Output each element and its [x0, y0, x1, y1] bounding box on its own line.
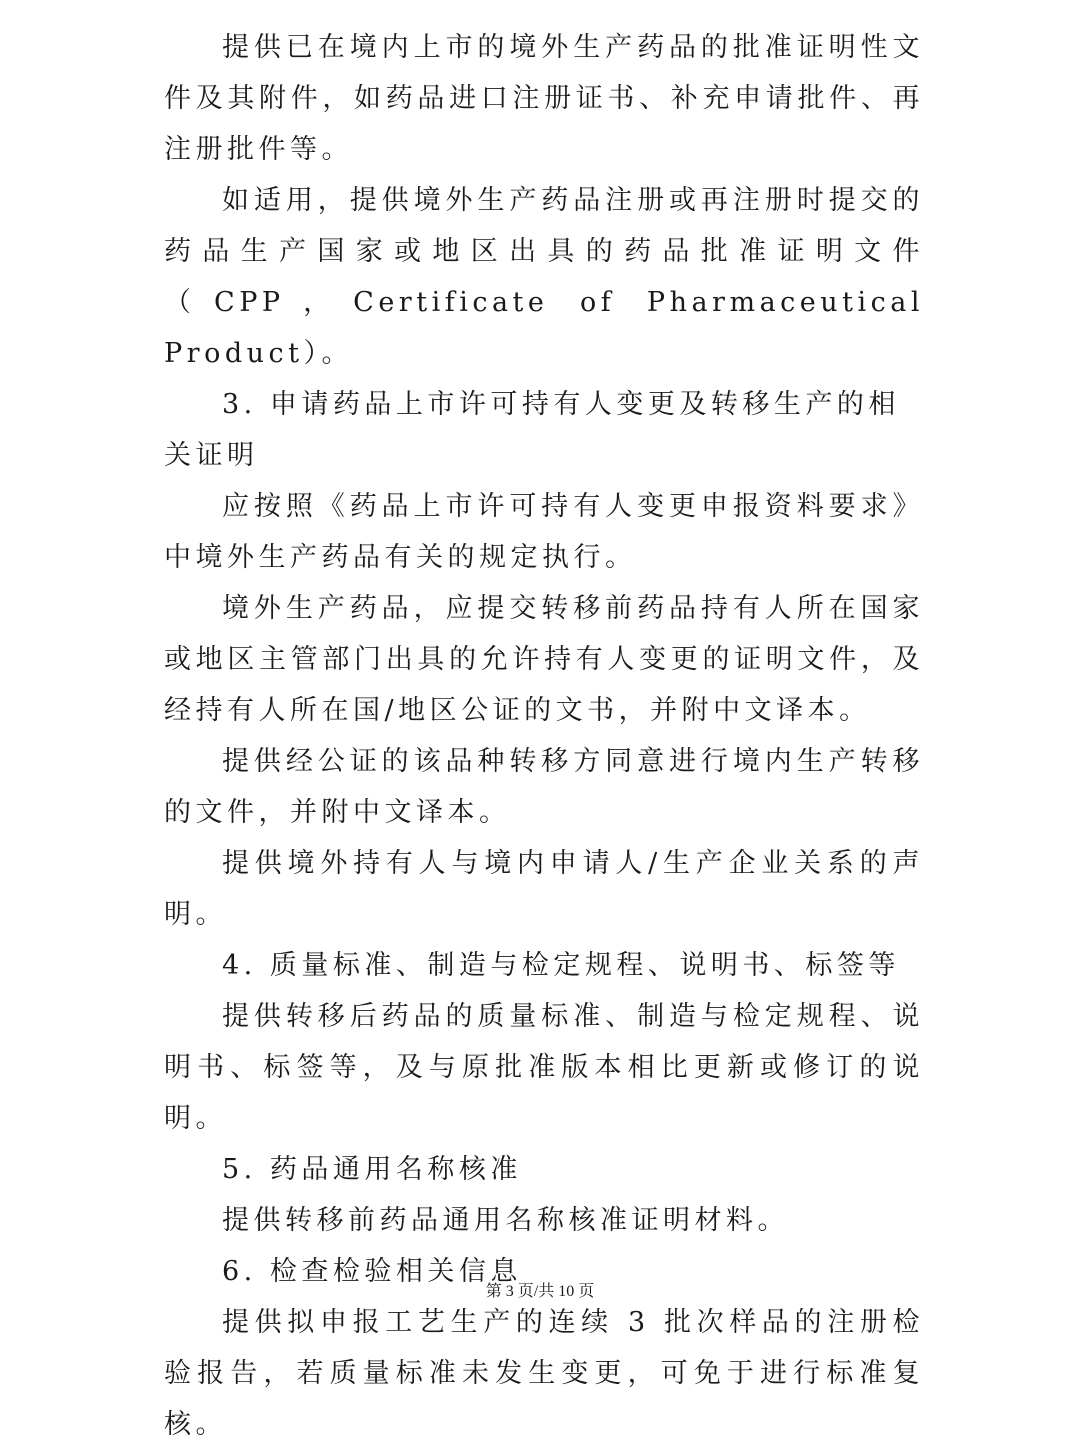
paragraph-relationship-statement: 提供境外持有人与境内申请人/生产企业关系的声明。 [164, 848, 924, 930]
paragraph-approval-documents: 提供已在境内上市的境外生产药品的批准证明性文件及其附件，如药品进口注册证书、补充申请批件、再注册批件等。 [164, 32, 924, 165]
paragraph-notarized-transfer: 提供经公证的该品种转移方同意进行境内生产转移的文件，并附中文译本。 [164, 746, 924, 828]
paragraph-generic-name: 提供转移前药品通用名称核准证明材料。 [222, 1205, 789, 1236]
section-heading-3: 3. 申请药品上市许可持有人变更及转移生产的相关证明 [164, 389, 900, 471]
section-heading-5: 5. 药品通用名称核准 [222, 1154, 522, 1185]
paragraph-cpp: 如适用，提供境外生产药品注册或再注册时提交的药品生产国家或地区出具的药品批准证明文件（CPP，Certificate of Pharmaceutical Product）。 [164, 185, 924, 369]
paragraph-follow-requirements: 应按照《药品上市许可持有人变更申报资料要求》中境外生产药品有关的规定执行。 [164, 491, 924, 573]
paragraph-foreign-holder-change: 境外生产药品，应提交转移前药品持有人所在国家或地区主管部门出具的允许持有人变更的证明文件，及经持有人所在国/地区公证的文书，并附中文译本。 [164, 593, 924, 726]
document-body [164, 22, 924, 1450]
paragraph-inspection-report: 提供拟申报工艺生产的连续 3 批次样品的注册检验报告，若质量标准未发生变更，可免于进行标准复核。 [164, 1307, 924, 1440]
section-heading-6: 6. 检查检验相关信息 [222, 1256, 522, 1287]
section-heading-4: 4. 质量标准、制造与检定规程、说明书、标签等 [222, 950, 900, 981]
page-number-footer: 第 3 页/共 10 页 [485, 1283, 595, 1300]
paragraph-quality-standards: 提供转移后药品的质量标准、制造与检定规程、说明书、标签等，及与原批准版本相比更新或修订的说明。 [164, 1001, 924, 1134]
